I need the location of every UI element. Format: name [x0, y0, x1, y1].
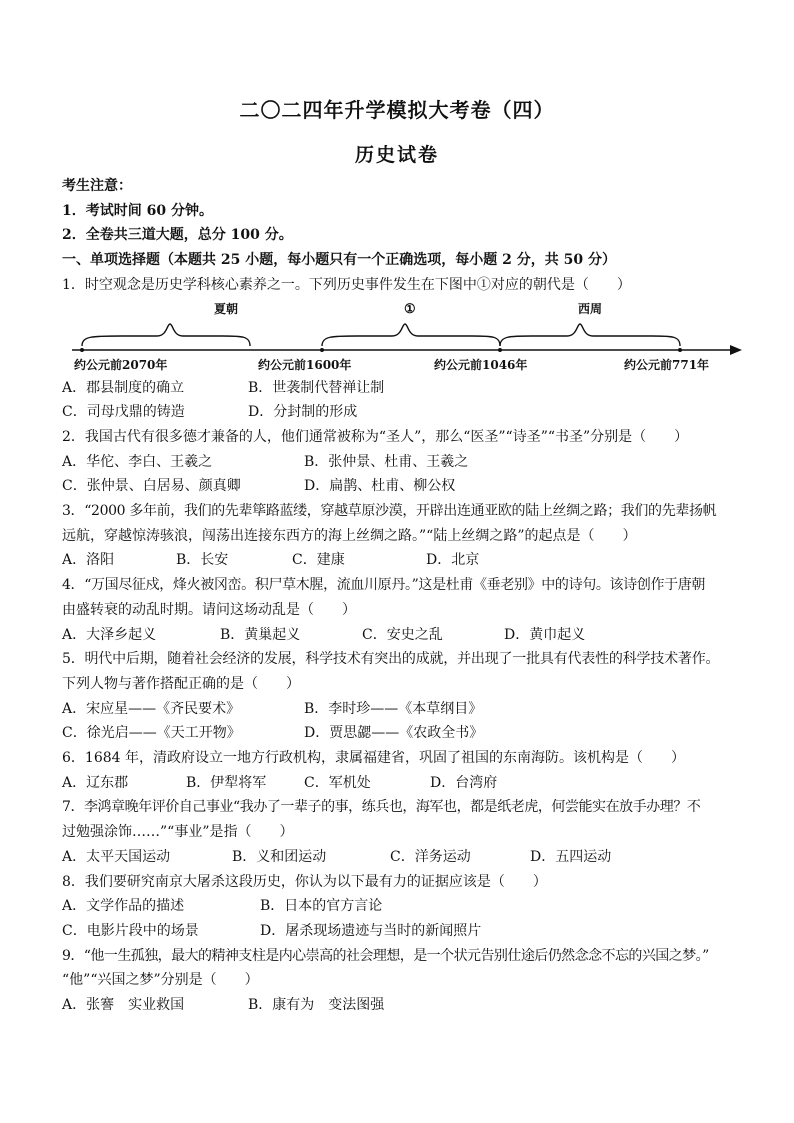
- period-label-western-zhou: 西周: [578, 301, 603, 316]
- option-b[interactable]: B．长安: [176, 552, 229, 569]
- date-label: 约公元前1600年: [258, 357, 352, 372]
- question-stem: 4．“万国尽征戍，烽火被冈峦。积尸草木腥，流血川原丹。”这是杜甫《垂老别》中的诗句。该诗创作于唐朝: [62, 577, 706, 594]
- option-d[interactable]: D．屠杀现场遗迹与当时的新闻照片: [260, 922, 482, 939]
- timeline-figure: [62, 298, 744, 376]
- period-label-xia: 夏朝: [214, 301, 239, 316]
- option-a[interactable]: A．辽东郡: [62, 774, 129, 791]
- options-row: [62, 919, 744, 944]
- notice-item: 1．考试时间 60 分钟。: [62, 202, 213, 219]
- exam-content: [62, 174, 744, 1018]
- exam-title: 二〇二四年升学模拟大考卷（四）: [239, 98, 555, 122]
- section-heading: 一、单项选择题（本题共 25 小题，每小题只有一个正确选项，每小题 2 分，共 50 分）: [62, 252, 616, 269]
- option-a[interactable]: A．宋应星——《齐民要术》: [62, 700, 241, 717]
- tick-dot: [80, 348, 84, 352]
- option-c[interactable]: C．张仲景、白居易、颜真卿: [62, 478, 241, 495]
- options-row: [62, 697, 744, 722]
- question-stem: 2．我国古代有很多德才兼备的人，他们通常被称为“圣人”，那么“医圣”“诗圣”“书圣”分别是（ ）: [62, 428, 689, 445]
- option-a[interactable]: A．张謇 实业救国: [62, 997, 185, 1014]
- options-row: [62, 993, 744, 1018]
- option-b[interactable]: B．世袭制代替禅让制: [248, 379, 385, 396]
- option-a[interactable]: A．文学作品的描述: [62, 898, 185, 915]
- option-d[interactable]: D．黄巾起义: [504, 626, 586, 643]
- question-stem: 由盛转衰的动乱时期。请问这场动乱是（ ）: [62, 601, 356, 618]
- question-stem: 5．明代中后期，随着社会经济的发展，科学技术有突出的成就，并出现了一批具有代表性的科学技术著作。: [62, 651, 720, 668]
- option-c[interactable]: C．电影片段中的场景: [62, 922, 199, 939]
- options-row: [62, 771, 744, 796]
- options-row: [62, 721, 744, 746]
- date-label: 约公元前1046年: [434, 357, 528, 372]
- option-c[interactable]: C．司母戊鼎的铸造: [62, 404, 185, 421]
- question-stem: 1．时空观念是历史学科核心素养之一。下列历史事件发生在下图中①对应的朝代是（ ）: [62, 276, 631, 293]
- options-row: [62, 845, 744, 870]
- option-a[interactable]: A．洛阳: [62, 552, 115, 569]
- option-c[interactable]: C．军机处: [304, 774, 371, 791]
- tick-dot: [498, 348, 502, 352]
- brace-western-zhou: [500, 324, 680, 346]
- option-a[interactable]: A．太平天国运动: [62, 848, 171, 865]
- notice-heading: 考生注意：: [62, 178, 132, 194]
- option-b[interactable]: B．义和团运动: [232, 848, 327, 865]
- options-row: [62, 548, 744, 573]
- option-b[interactable]: B．康有为 变法图强: [248, 997, 385, 1014]
- date-label: 约公元前771年: [624, 357, 710, 372]
- notice-item: 2．全卷共三道大题，总分 100 分。: [62, 227, 293, 244]
- option-a[interactable]: A．郡县制度的确立: [62, 379, 185, 396]
- brace-xia: [82, 324, 250, 346]
- question-stem: 6．1684 年，清政府设立一地方行政机构，隶属福建省，巩固了祖国的东南海防。该机构是（ ）: [62, 750, 685, 767]
- question-stem: 9．“他一生孤独，最大的精神支柱是内心崇高的社会理想，是一个状元告别仕途后仍然念念不忘的兴国之梦。”: [62, 947, 709, 964]
- options-row: [62, 474, 744, 499]
- question-stem: 3．“2000 多年前，我们的先辈筚路蓝缕，穿越草原沙漠，开辟出连通亚欧的陆上丝绸之路；我们的先辈扬帆: [62, 503, 717, 520]
- options-row: [62, 450, 744, 475]
- option-b[interactable]: B．日本的官方言论: [260, 898, 383, 915]
- option-b[interactable]: B．张仲景、杜甫、王羲之: [304, 453, 469, 470]
- option-a[interactable]: A．大泽乡起义: [62, 626, 157, 643]
- date-label: 约公元前2070年: [74, 357, 168, 372]
- options-row: [62, 623, 744, 648]
- period-label-1: ①: [404, 301, 416, 317]
- option-d[interactable]: D．五四运动: [530, 848, 612, 865]
- options-row: [62, 894, 744, 919]
- option-b[interactable]: B．黄巢起义: [220, 626, 301, 643]
- exam-subtitle: 历史试卷: [354, 144, 439, 166]
- option-d[interactable]: D．分封制的形成: [248, 404, 358, 421]
- option-b[interactable]: B．伊犁将军: [186, 774, 267, 791]
- options-row: [62, 400, 744, 425]
- option-c[interactable]: C．安史之乱: [362, 626, 443, 643]
- option-d[interactable]: D．台湾府: [430, 774, 498, 791]
- option-b[interactable]: B．李时珍——《本草纲目》: [304, 700, 483, 717]
- option-c[interactable]: C．建康: [292, 552, 345, 569]
- question-stem: 8．我们要研究南京大屠杀这段历史，你认为以下最有力的证据应该是（ ）: [62, 873, 547, 890]
- brace-period-1: [322, 324, 500, 346]
- option-d[interactable]: D．北京: [426, 552, 480, 569]
- option-a[interactable]: A．华佗、李白、王羲之: [62, 453, 213, 470]
- question-stem: 下列人物与著作搭配正确的是（ ）: [62, 675, 300, 692]
- option-c[interactable]: C．洋务运动: [390, 848, 471, 865]
- options-row: [62, 376, 744, 401]
- option-d[interactable]: D．扁鹊、杜甫、柳公权: [304, 478, 456, 495]
- option-d[interactable]: D．贾思勰——《农政全书》: [304, 725, 484, 742]
- question-stem: 远航，穿越惊涛骇浪，闯荡出连接东西方的海上丝绸之路。”“陆上丝绸之路”的起点是（ ）: [62, 527, 637, 544]
- tick-dot: [320, 348, 324, 352]
- question-stem: “他”“兴国之梦”分别是（ ）: [62, 972, 259, 989]
- question-stem: 7．李鸿章晚年评价自己事业“我办了一辈子的事，练兵也，海军也，都是纸老虎，何尝能实在放手办理？不: [62, 799, 701, 816]
- timeline-arrow: [730, 345, 742, 355]
- question-stem: 过勉强涂饰……”“事业”是指（ ）: [62, 824, 294, 841]
- tick-dot: [678, 348, 682, 352]
- option-c[interactable]: C．徐光启——《天工开物》: [62, 725, 241, 742]
